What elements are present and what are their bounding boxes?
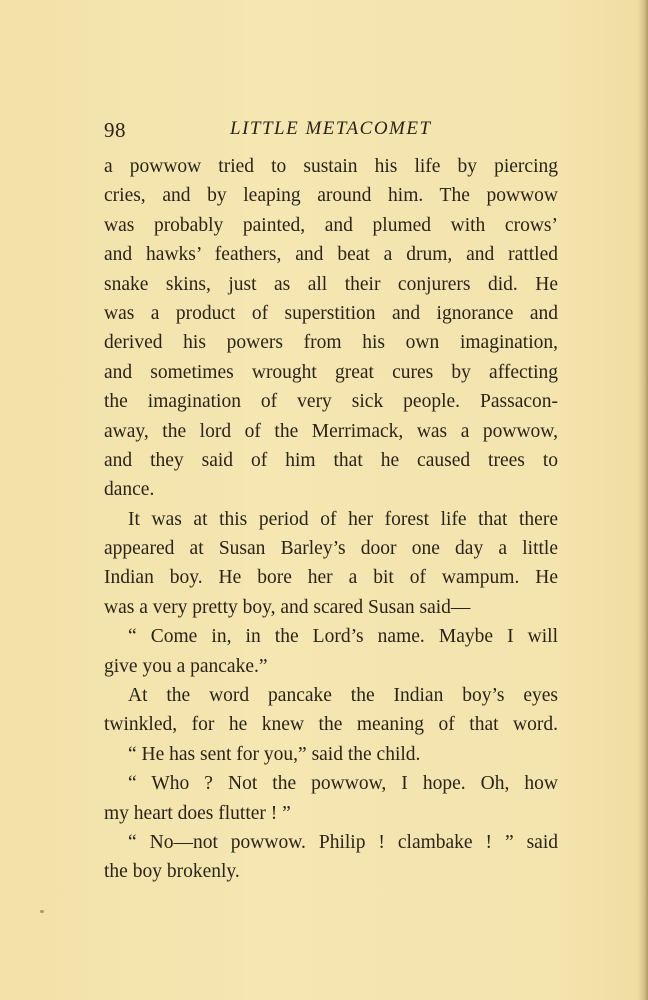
text-line: was a very pretty boy, and scared Susan said— [104,596,471,618]
text-line: Indian boy. He bore her a bit of wampum. He [104,567,558,589]
text-line: “ He has sent for you,” said the child. [128,743,421,765]
running-head: LITTLE METACOMET [230,118,432,139]
text-line: “ No—not powwow. Philip ! clambake ! ” said [128,831,558,853]
text-line: cries, and by leaping around him. The powwow [104,185,558,207]
page-number: 98 [104,118,126,142]
paper-speck [40,910,44,913]
text-line: derived his powers from his own imagination, [104,332,558,354]
text-line: twinkled, for he knew the meaning of that word. [104,714,558,736]
page-edge-shadow [638,0,648,1000]
body-text [104,152,558,887]
text-line: “ Who ? Not the powwow, I hope. Oh, how [128,773,558,795]
text-line: the imagination of very sick people. Passacon- [104,391,558,413]
text-line: my heart does flutter ! ” [104,802,291,824]
text-line: and sometimes wrought great cures by affecting [104,361,558,383]
text-line: dance. [104,479,155,501]
text-line: was a product of superstition and ignorance and [104,302,558,324]
text-line: away, the lord of the Merrimack, was a powwow, [104,420,558,442]
text-line: the boy brokenly. [104,861,240,883]
page-header [104,118,556,146]
text-line: snake skins, just as all their conjurers did. He [104,273,558,295]
text-line: It was at this period of her forest life that there [128,508,558,530]
text-line: was probably painted, and plumed with crows’ [104,214,558,236]
text-line: a powwow tried to sustain his life by piercing [104,156,558,177]
text-line: and hawks’ feathers, and beat a drum, and rattled [104,244,558,266]
text-line: and they said of him that he caused trees to [104,449,558,471]
text-line: “ Come in, in the Lord’s name. Maybe I will [128,626,558,648]
text-line: give you a pancake.” [104,655,268,677]
text-line: At the word pancake the Indian boy’s eyes [128,685,558,707]
text-line: appeared at Susan Barley’s door one day a little [104,538,558,560]
